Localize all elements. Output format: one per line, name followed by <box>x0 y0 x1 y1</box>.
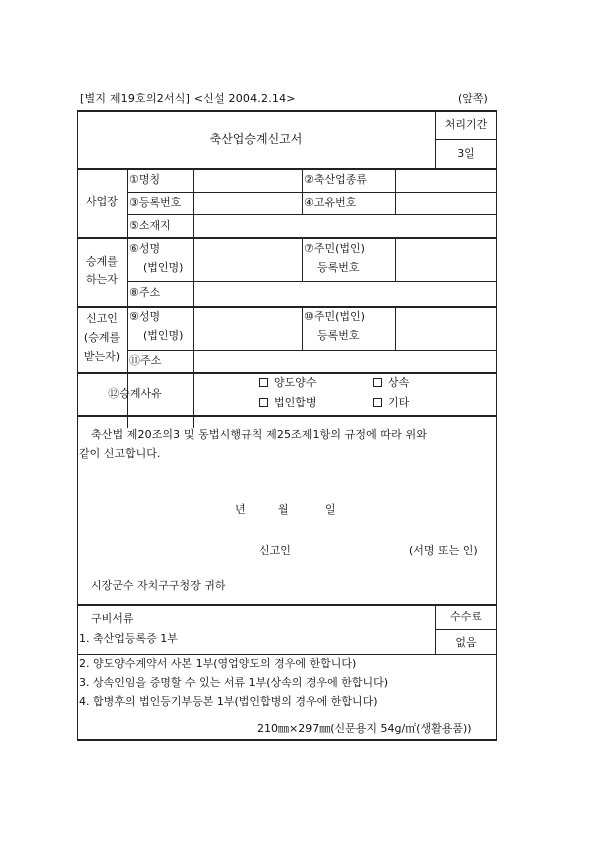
form-title: 축산업승계신고서 <box>209 132 303 146</box>
checkbox-icon[interactable] <box>373 378 382 387</box>
transferor-address-label: ⑧주소 <box>129 286 161 299</box>
reporter-address-label: ⑪주소 <box>129 354 162 367</box>
processing-split <box>435 139 497 140</box>
reporter-name-sublabel: (법인명) <box>143 329 184 342</box>
reason-label: ⑫승계사유 <box>108 387 162 400</box>
transferor-name-sublabel: (법인명) <box>143 261 184 274</box>
page-side-label: (앞쪽) <box>458 92 488 105</box>
reporter-id-label: ⑩주민(법인) <box>304 310 365 323</box>
business-name-label: ①명칭 <box>129 173 161 186</box>
signature-or-seal-label: (서명 또는 인) <box>409 544 478 557</box>
reason-option-inheritance[interactable]: 상속 <box>373 376 409 390</box>
livestock-type-label: ②축산업종류 <box>304 173 367 186</box>
document-item: 2. 양도양수계약서 사본 1부(영업양도의 경우에 한합니다) <box>79 657 357 670</box>
form-number: [별지 제19호의2서식] <신설 2004.2.14> <box>80 92 296 105</box>
transferor-section-label-2: 하는자 <box>86 273 118 286</box>
transferor-id-sublabel: 등록번호 <box>317 261 360 274</box>
document-item: 1. 축산업등록증 1부 <box>79 632 178 645</box>
transferor-id-label: ⑦주민(법인) <box>304 242 365 255</box>
required-documents-label: 구비서류 <box>91 612 134 625</box>
reason-option-other[interactable]: 기타 <box>373 396 409 410</box>
location-label: ⑤소재지 <box>129 219 171 232</box>
reporter-id-sublabel: 등록번호 <box>317 329 360 342</box>
transferor-section-label-1: 승계를 <box>86 255 118 268</box>
reporter-section-label-1: 신고인 <box>86 312 118 325</box>
business-section-label: 사업장 <box>86 195 118 208</box>
date-day-label: 일 <box>325 503 336 516</box>
checkbox-icon[interactable] <box>259 398 268 407</box>
date-month-label: 월 <box>278 503 289 516</box>
reporter-section-label-2: (승계를 <box>83 331 121 344</box>
transferor-name-label: ⑥성명 <box>129 242 161 255</box>
title-bottom-rule <box>77 168 497 170</box>
form-top-border <box>77 110 497 112</box>
reporter-signature-label: 신고인 <box>259 544 291 557</box>
checkbox-icon[interactable] <box>259 378 268 387</box>
statement-line-1: 축산법 제20조의3 및 동법시행규칙 제25조제1항의 규정에 따라 위와 <box>91 428 427 441</box>
fee-value: 없음 <box>455 636 477 649</box>
reason-option-merger[interactable]: 법인합병 <box>259 396 317 410</box>
form-bottom-border <box>77 739 497 741</box>
unique-number-label: ④고유번호 <box>304 196 357 209</box>
paper-specification: 210㎜×297㎜(신문용지 54g/㎡(생활용품)) <box>257 722 472 735</box>
registration-number-label: ③등록번호 <box>129 196 182 209</box>
statement-line-2: 같이 신고합니다. <box>79 447 161 460</box>
report-form <box>77 110 497 740</box>
fee-label: 수수료 <box>450 610 482 623</box>
document-item: 4. 합병후의 법인등기부등본 1부(법인합병의 경우에 한합니다) <box>79 695 378 708</box>
reason-option-transfer[interactable]: 양도양수 <box>259 376 317 390</box>
checkbox-icon[interactable] <box>373 398 382 407</box>
addressee: 시장군수 자치구구청장 귀하 <box>91 579 226 592</box>
date-year-label: 년 <box>235 503 246 516</box>
document-item: 3. 상속인임을 증명할 수 있는 서류 1부(상속의 경우에 한합니다) <box>79 676 389 689</box>
processing-period-value: 3일 <box>457 147 475 160</box>
reporter-name-label: ⑨성명 <box>129 310 161 323</box>
reporter-section-label-3: 받는자) <box>83 350 121 363</box>
processing-period-label: 처리기간 <box>444 118 488 131</box>
